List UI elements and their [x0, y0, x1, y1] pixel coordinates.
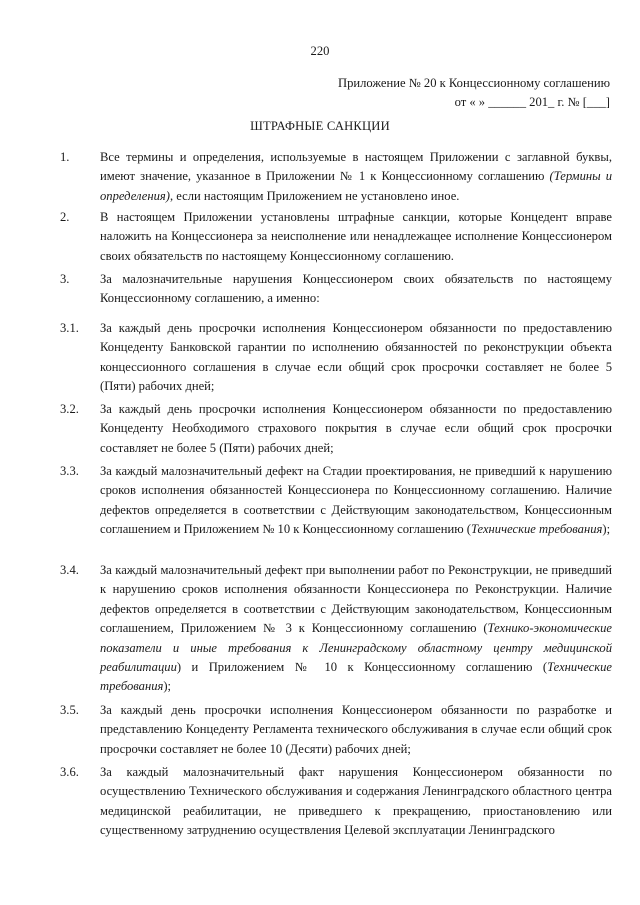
clause-3-4 — [60, 561, 612, 697]
clause-text — [100, 208, 612, 266]
clause-number: 3. — [60, 272, 70, 286]
clause-text — [100, 148, 612, 206]
clause-text — [100, 561, 612, 697]
clause-number: 3.1. — [60, 321, 79, 335]
clause-3 — [60, 270, 612, 309]
clause-number: 2. — [60, 210, 70, 224]
text-run: В настоящем Приложении установлены штрафные санкции, которые Концедент вправе наложить на Концессионера за неисполнение или ненадлежащее исполнение Концессионером своих обязательств по настоящему Концессионному соглашению. — [100, 210, 612, 263]
text-run: За каждый малозначительный факт нарушения Концессионером обязанности по осуществлению Технического обслуживания и содержания Ленинградского областного центра медицинской реабилитации, не приведшего к прекращению, приостановлению или существенному затруднению осуществления Целевой эксплуатации Ленинградского — [100, 765, 612, 838]
text-run: ); — [602, 522, 611, 537]
italic-run: Технические требования — [470, 522, 603, 537]
appendix-line-1: Приложение № 20 к Концессионному соглашению — [338, 76, 610, 90]
text-run: ) и Приложением № 10 к Концессионному соглашению ( — [176, 660, 548, 675]
text-run: За каждый день просрочки исполнения Концессионером обязанности по предоставлению Концеденту Необходимого страхового покрытия в случае если общий срок просрочки составляет не более 5 (Пяти) рабочих дней; — [100, 402, 612, 455]
clause-3-3 — [60, 462, 612, 540]
italic-run: Технико-экономические показатели и иные требования к Ленинградскому областному центру медицинской реабилитации — [100, 621, 612, 675]
clause-text — [100, 763, 612, 841]
italic-run: (Термины и определения) — [100, 169, 613, 203]
appendix-header — [338, 74, 610, 112]
clause-1 — [60, 148, 612, 206]
clause-text — [100, 462, 612, 540]
text-run: За каждый малозначительный дефект при выполнении работ по Реконструкции, не приведший к нарушению сроков исполнения обязанности Концессионера по Реконструкции. Наличие дефектов определяется в соответствии с Действующим законодательством, Концессионным соглашением, Приложением № 3 к Концессионному соглашению ( — [100, 563, 612, 636]
text-run: За малозначительные нарушения Концессионером своих обязательств по настоящему Концессионному соглашению, а именно: — [100, 272, 612, 306]
clause-3-6 — [60, 763, 612, 841]
text-run: За каждый день просрочки исполнения Концессионером обязанности по предоставлению Концеденту Банковской гарантии по исполнению обязанностей по реконструкции объекта концессионного соглашения в случае если общий срок просрочки составляет не более 5 (Пяти) рабочих дней; — [100, 321, 612, 394]
text-run: Все термины и определения, используемые в настоящем Приложении с заглавной буквы, имеют значение, указанное в Приложении № 1 к Концессионному соглашению — [100, 150, 612, 184]
text-run: За каждый малозначительный дефект на Стадии проектирования, не приведший к нарушению сроков исполнения обязанностей Концессионера по Концессионному соглашению. Наличие дефектов определяется в соответствии с Действующим законодательством, Концессионным соглашением и Приложением № 10 к Концессионному соглашению ( — [100, 464, 612, 537]
clause-number: 1. — [60, 150, 70, 164]
clause-number: 3.6. — [60, 765, 79, 779]
clause-3-5 — [60, 701, 612, 759]
clause-number: 3.3. — [60, 464, 79, 478]
italic-run: Технические требования — [100, 660, 612, 694]
clause-3-1 — [60, 319, 612, 397]
appendix-line-2: от « » ______ 201_ г. № [___] — [454, 95, 610, 109]
clause-text — [100, 701, 612, 759]
clause-text — [100, 319, 612, 397]
clause-text — [100, 400, 612, 458]
clause-number: 3.4. — [60, 563, 79, 577]
document-title: ШТРАФНЫЕ САНКЦИИ — [250, 119, 390, 133]
text-run: ); — [163, 679, 172, 694]
clause-number: 3.5. — [60, 703, 79, 717]
clause-2 — [60, 208, 612, 266]
page-number: 220 — [310, 44, 330, 58]
text-run: За каждый день просрочки исполнения Концессионером обязанности по разработке и представлению Концеденту Регламента технического обслуживания в случае если общий срок просрочки составляет не более 10 (Десяти) рабочих дней; — [100, 703, 612, 756]
clause-text — [100, 270, 612, 309]
clause-3-2 — [60, 400, 612, 458]
clause-number: 3.2. — [60, 402, 79, 416]
text-run: , если настоящим Приложением не установлено иное. — [169, 188, 460, 203]
